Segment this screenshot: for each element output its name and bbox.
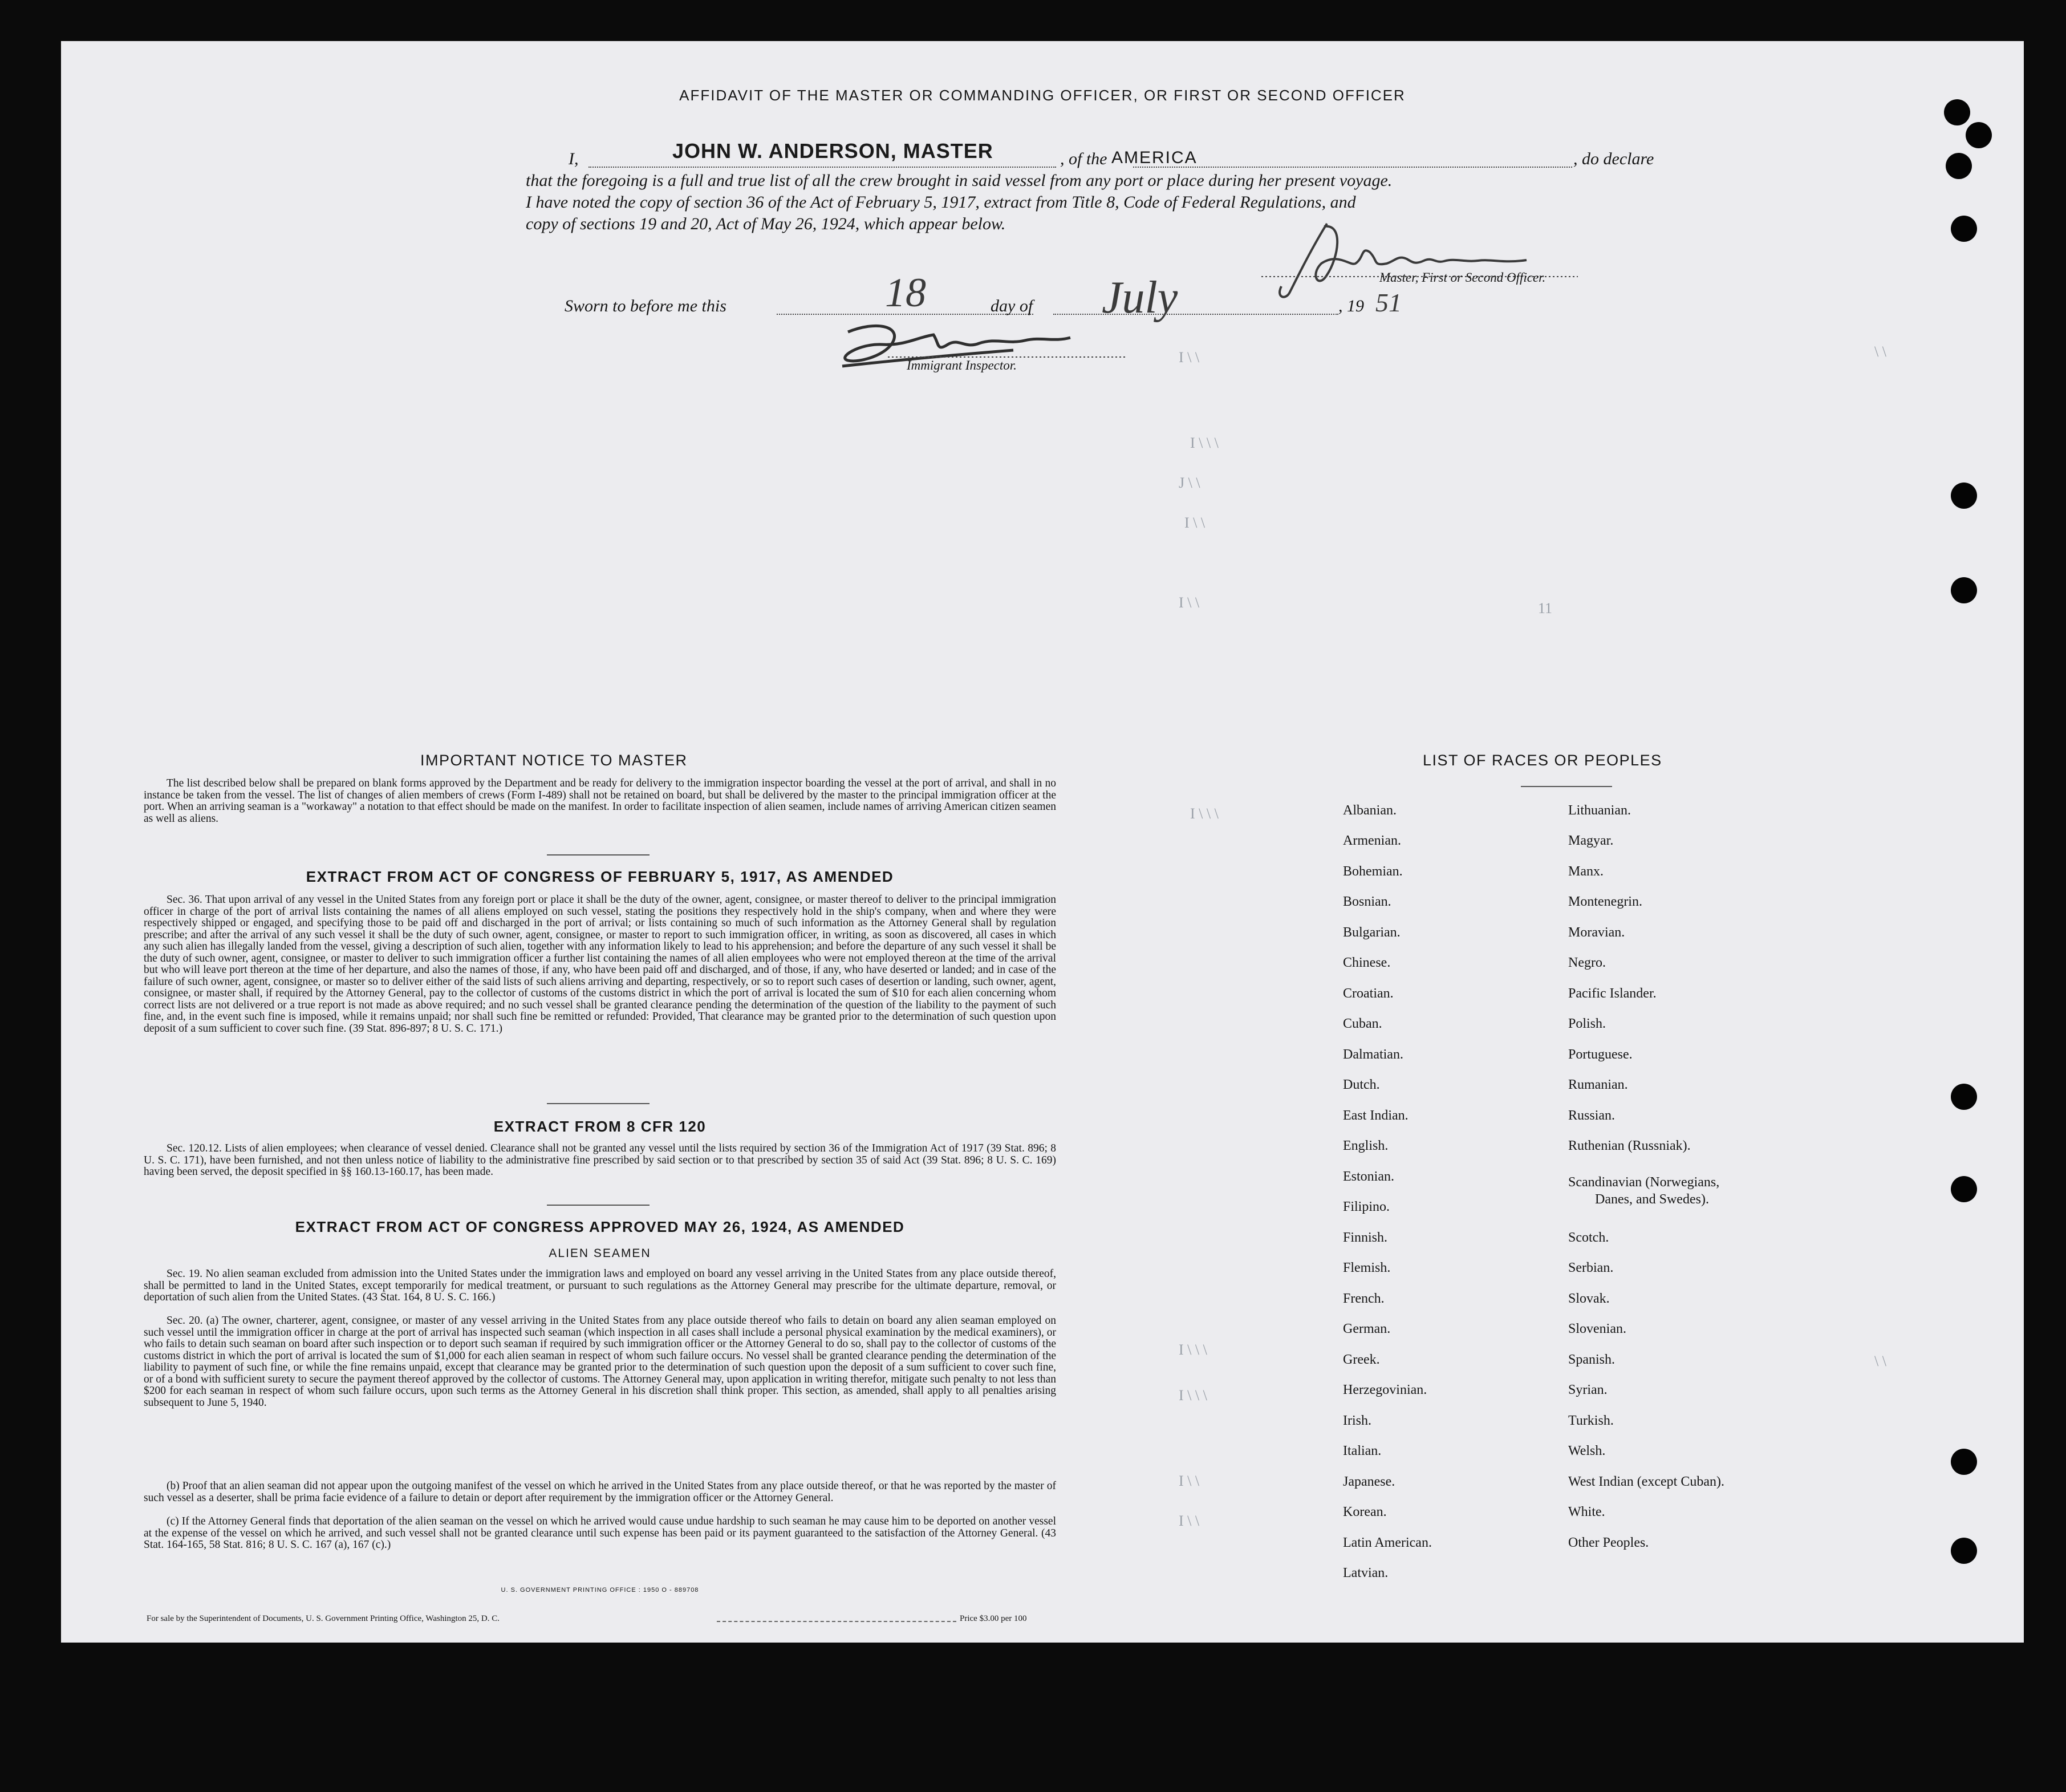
race-item: Moravian. <box>1568 925 1625 940</box>
race-item: Negro. <box>1568 955 1606 970</box>
affidavit-line-4: copy of sections 19 and 20, Act of May 26, 1924, which appear below. <box>526 214 1006 233</box>
race-item: Scandinavian (Norwegians, <box>1568 1175 1720 1190</box>
bleed-mark: I \ \ \ <box>1190 435 1219 451</box>
race-item: French. <box>1343 1291 1385 1306</box>
punch-hole <box>1946 153 1972 179</box>
divider <box>547 854 650 856</box>
race-item: Serbian. <box>1568 1260 1614 1275</box>
race-item: Albanian. <box>1343 803 1397 818</box>
races-title: LIST OF RACES OR PEOPLES <box>1423 752 1662 769</box>
race-item: Manx. <box>1568 864 1604 879</box>
act-1924-sec-20c: (c) If the Attorney General finds that deportation of the alien seaman on the vessel on which he arrived would cause undue hardship to such seaman he may cause him to be deported on another vessel at the expense of the vessel on which he arrived, and such vessel shall not be granted clearance until such expense has been paid or its payment guaranteed to the satisfaction of the Attorney General. (43 Stat. 164-165, 58 Stat. 816; 8 U. S. C. 167 (a), 167 (c).) <box>144 1515 1056 1551</box>
affidavit-line-2: that the foregoing is a full and true list of all the crew brought in said vessel from any port or place during her present voyage. <box>526 171 1393 190</box>
race-item: Welsh. <box>1568 1444 1606 1458</box>
punch-hole <box>1944 99 1970 125</box>
bleed-mark: I \ \ \ <box>1190 805 1219 822</box>
act-1917-text: Sec. 36. That upon arrival of any vessel in the United States from any foreign port or place it shall be the duty of the owner, agent, consignee, or master thereof to deliver to the principal immigration officer in charge of the port of arrival lists containing the names of all aliens employed on such vessel, stating the positions they respectively hold in the ship's company, when and where they were respectively shipped or engaged, and specifying those to be paid off and discharged in the port of arrival; or lists containing so much of such information as the Attorney General shall by regulation prescribe; and after the arrival of any such vessel it shall be the duty of such owner, agent, consignee, or master to report to such immigration officer, in writing, as soon as discovered, all cases in which any such alien has illegally landed from the vessel, giving a description of such alien, together with any information likely to lead to his apprehension; and before the departure of any such vessel it shall be the duty of such owner, agent, consignee, or master to deliver to such immigration officer a further list containing the names of all alien employees who were not employed thereon at the time of the arrival but who will leave port thereon at the time of her departure, and also the names of those, if any, who have been paid off and discharged, and of those, if any, who have deserted or landed; and in case of the failure of such owner, agent, consignee, or master so to deliver either of the said lists of such aliens arriving and departing, respectively, or so to report such cases of desertion or landing, such owner, agent, consignee, or master shall, if required by the Attorney General, pay to the collector of customs of the customs district in which the port of arrival is located the sum of $10 for each alien concerning whom correct lists are not delivered or a true report is not made as above required; and no such vessel shall be granted clearance pending the determination of the question of the liability to the payment of such fine, and, in the event such fine is imposed, while it remains unpaid; nor shall such fine be remitted or refunded: Provided, That clearance may be granted prior to the determination of such question upon deposit of a sum sufficient to cover such fine. (39 Stat. 896-897; 8 U. S. C. 171.) <box>144 894 1056 1035</box>
race-item: Lithuanian. <box>1568 803 1631 818</box>
race-item: German. <box>1343 1321 1391 1336</box>
sworn-day: 18 <box>885 270 926 315</box>
race-item: Portuguese. <box>1568 1047 1633 1062</box>
punch-hole <box>1951 577 1977 603</box>
vessel-line <box>1133 167 1572 168</box>
punch-hole <box>1951 1449 1977 1475</box>
race-item: Irish. <box>1343 1413 1371 1428</box>
footer-right: Price $3.00 per 100 <box>960 1614 1027 1623</box>
sworn-month: July <box>1102 273 1178 323</box>
race-item: Bosnian. <box>1343 894 1391 909</box>
race-item: Magyar. <box>1568 833 1614 848</box>
notice-text: The list described below shall be prepared on blank forms approved by the Department and be ready for delivery to the immigration inspector boarding the vessel at the port of arrival, and shall in no instance be taken from the vessel. The list of changes of alien members of crews (Form I-489) shall not be retained on board, but shall be delivered by the master to the principal immigration officer at the port. When an arriving seaman is a "workaway" a notation to that effect should be made on the manifest. In order to facilitate inspection of alien seamen, include names of arriving American citizen seamen as well as aliens. <box>144 777 1056 825</box>
act-1924-subtitle: ALIEN SEAMEN <box>549 1247 651 1260</box>
bleed-mark: I \ \ \ <box>1179 1341 1207 1358</box>
race-item: Polish. <box>1568 1016 1606 1031</box>
race-item: Montenegrin. <box>1568 894 1642 909</box>
race-item: Chinese. <box>1343 955 1391 970</box>
race-item: Ruthenian (Russniak). <box>1568 1138 1691 1153</box>
year-prefix: , 19 <box>1338 297 1364 315</box>
inspector-caption: Immigrant Inspector. <box>907 358 1017 372</box>
race-item: Cuban. <box>1343 1016 1382 1031</box>
race-item: Latvian. <box>1343 1566 1389 1580</box>
race-item: Armenian. <box>1343 833 1401 848</box>
act-1924-title: EXTRACT FROM ACT OF CONGRESS APPROVED MAY 26, 1924, AS AMENDED <box>295 1218 905 1235</box>
vessel-name: AMERICA <box>1111 148 1198 167</box>
race-item: Slovak. <box>1568 1291 1610 1306</box>
race-item: Latin American. <box>1343 1535 1432 1550</box>
bleed-mark: I \ \ <box>1184 514 1205 531</box>
master-signature-caption: Master, First or Second Officer. <box>1379 270 1546 285</box>
divider <box>547 1103 650 1104</box>
race-item: Spanish. <box>1568 1352 1616 1367</box>
notice-title: IMPORTANT NOTICE TO MASTER <box>420 752 688 769</box>
act-1917-title: EXTRACT FROM ACT OF CONGRESS OF FEBRUARY 5, 1917, AS AMENDED <box>306 868 894 885</box>
race-item: Korean. <box>1343 1505 1387 1519</box>
footer-left: For sale by the Superintendent of Documents, U. S. Government Printing Office, Washington 25, D. C. <box>147 1614 500 1623</box>
bleed-mark: \ \ <box>1874 1353 1886 1369</box>
race-item: Russian. <box>1568 1108 1616 1123</box>
master-signature <box>1259 212 1589 309</box>
race-item: Turkish. <box>1568 1413 1614 1428</box>
of-the-label: , of the <box>1060 149 1107 168</box>
race-item: Italian. <box>1343 1444 1382 1458</box>
footer-dashes <box>717 1621 956 1622</box>
cfr-title: EXTRACT FROM 8 CFR 120 <box>493 1118 707 1135</box>
race-item: Rumanian. <box>1568 1077 1628 1092</box>
bleed-mark: I \ \ <box>1179 1473 1200 1489</box>
master-name-line <box>588 167 1056 168</box>
race-item: Dutch. <box>1343 1077 1380 1092</box>
race-item: Herzegovinian. <box>1343 1382 1427 1397</box>
act-1924-sec-20b: (b) Proof that an alien seaman did not appear upon the outgoing manifest of the vessel on which he arrived in the United States from any place outside thereof, or that he was reported by the master of such vessel as a deserter, shall be prima facie evidence of a failure to detain or deport after requirement by the immigration officer or the Attorney General. <box>144 1480 1056 1504</box>
race-item: Syrian. <box>1568 1382 1608 1397</box>
race-item: Other Peoples. <box>1568 1535 1649 1550</box>
divider <box>1521 786 1612 787</box>
race-item: Japanese. <box>1343 1474 1395 1489</box>
cfr-text: Sec. 120.12. Lists of alien employees; when clearance of vessel denied. Clearance shall not be granted any vessel until the lists required by section 36 of the Immigration Act of 1917 (39 Stat. 896; 8 U. S. C. 171), have been furnished, and not then unless notice of liability to the administrative fine prescribed by said section or to that prescribed by section 35 of said Act (39 Stat. 896; 8 U. S. C. 169) having been served, the deposit specified in §§ 160.13-160.17, has been made. <box>144 1142 1056 1178</box>
bleed-mark: I \ \ <box>1179 594 1200 611</box>
do-declare-label: , do declare <box>1573 149 1654 168</box>
affidavit-line-3: I have noted the copy of section 36 of the Act of February 5, 1917, extract from Title 8, Code of Federal Regulations, and <box>526 193 1356 212</box>
race-item: Croatian. <box>1343 986 1394 1001</box>
document-page <box>61 41 2024 1643</box>
act-1924-sec-20a: Sec. 20. (a) The owner, charterer, agent, consignee, or master of any vessel arriving in the United States from any place outside thereof who fails to detain on board any alien seaman employed on such vessel until the immigration officer in charge at the port of arrival has inspected such seaman (which inspection in all cases shall include a personal physical examination by the medical examiners), or who fails to detain such seaman on board after such inspection or to deport such seaman if required by such immigration officer or the Attorney General to do so, shall pay to the collector of customs of the customs district in which the port of arrival is located the sum of $1,000 for each alien seaman in respect of whom such failure occurs. No vessel shall be granted clearance pending the determination of the liability to payment of such fine, or while the fine remains unpaid, except that clearance may be granted prior to the determination of such question upon the deposit of a sum sufficient to cover such fine, or of a bond with sufficient surety to secure the payment thereof approved by the collector of customs. The Attorney General may, upon application in writing therefor, mitigate such penalty to not less than $200 for each seaman in respect of whom such failure occurs, upon such terms as the Attorney General in his discretion shall think proper. This section, as amended, shall apply to all penalties arising subsequent to June 5, 1940. <box>144 1315 1056 1409</box>
bleed-mark: J \ \ <box>1179 475 1200 491</box>
divider <box>547 1205 650 1206</box>
punch-hole <box>1951 483 1977 509</box>
race-item: White. <box>1568 1505 1605 1519</box>
race-item: Finnish. <box>1343 1230 1388 1245</box>
bleed-mark: I \ \ <box>1179 349 1200 366</box>
race-item: Scotch. <box>1568 1230 1609 1245</box>
race-item: Bulgarian. <box>1343 925 1401 940</box>
year-suffix: 51 <box>1375 288 1402 317</box>
punch-hole <box>1951 1538 1977 1564</box>
bleed-mark: I \ \ \ <box>1179 1387 1207 1404</box>
race-item: East Indian. <box>1343 1108 1409 1123</box>
punch-hole <box>1951 216 1977 242</box>
race-item: Pacific Islander. <box>1568 986 1657 1001</box>
affidavit-i-label: I, <box>569 149 579 168</box>
race-item: Slovenian. <box>1568 1321 1626 1336</box>
bleed-mark: 11 <box>1538 600 1553 617</box>
race-item: Filipino. <box>1343 1199 1390 1214</box>
punch-hole <box>1966 122 1992 148</box>
punch-hole <box>1951 1176 1977 1202</box>
race-item: Dalmatian. <box>1343 1047 1403 1062</box>
race-item: Flemish. <box>1343 1260 1391 1275</box>
race-item: Bohemian. <box>1343 864 1403 879</box>
race-item: English. <box>1343 1138 1389 1153</box>
bleed-mark: I \ \ <box>1179 1513 1200 1529</box>
master-name: JOHN W. ANDERSON, MASTER <box>672 139 993 163</box>
punch-hole <box>1951 1084 1977 1110</box>
sworn-label: Sworn to before me this <box>565 297 726 315</box>
race-item: Greek. <box>1343 1352 1380 1367</box>
act-1924-sec-19: Sec. 19. No alien seaman excluded from admission into the United States under the immigration laws and employed on board any vessel arriving in the United States from any place outside thereof, shall be permitted to land in the United States, except temporarily for medical treatment, or pursuant to such regulations as the Attorney General may prescribe for the ultimate departure, removal, or deportation of such alien from the United States. (43 Stat. 164, 8 U. S. C. 166.) <box>144 1268 1056 1303</box>
affidavit-title: AFFIDAVIT OF THE MASTER OR COMMANDING OFFICER, OR FIRST OR SECOND OFFICER <box>679 87 1406 104</box>
race-item: Danes, and Swedes). <box>1595 1192 1709 1207</box>
race-item: West Indian (except Cuban). <box>1568 1474 1724 1489</box>
race-item: Estonian. <box>1343 1169 1394 1184</box>
gpo-line: U. S. GOVERNMENT PRINTING OFFICE : 1950 O - 889708 <box>501 1587 699 1594</box>
day-of-label: day of <box>991 297 1033 315</box>
bleed-mark: \ \ <box>1874 343 1886 360</box>
